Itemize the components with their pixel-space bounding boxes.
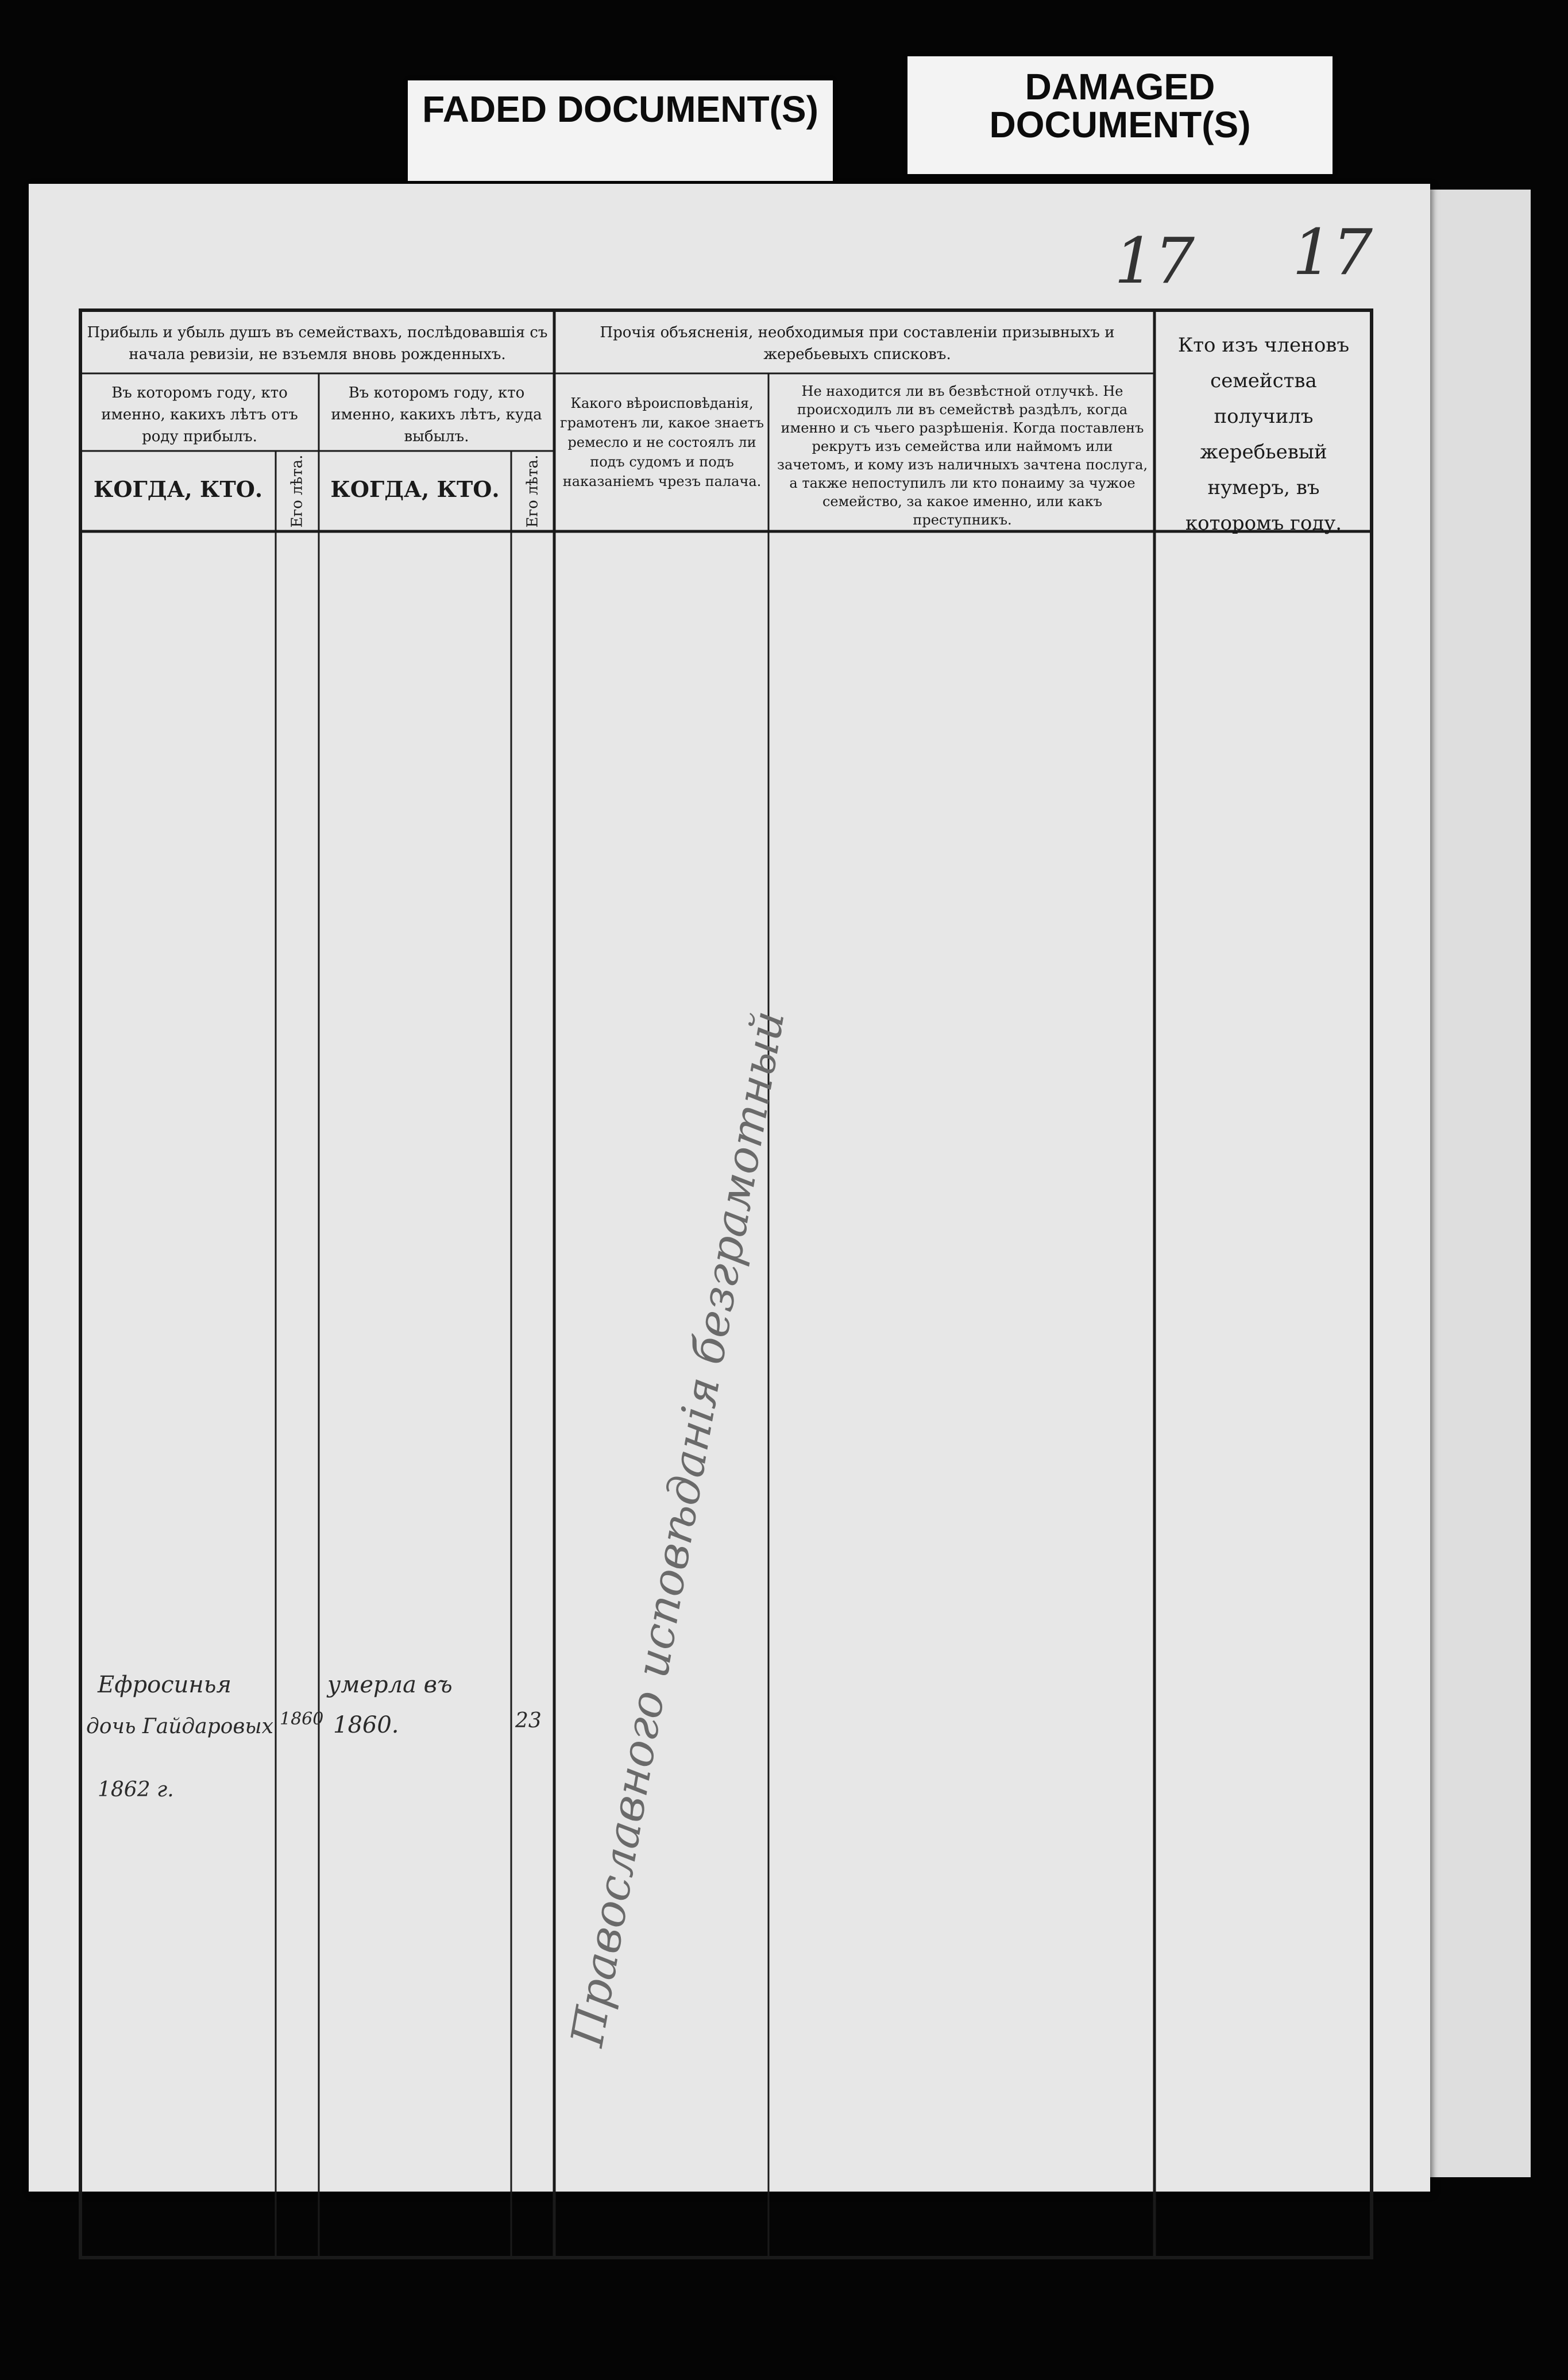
header-when-who-left: КОГДА, КТО. <box>330 476 500 502</box>
header-religion: Какого вѣроисповѣданія, грамотенъ ли, какое знаетъ ремесло и не состоялъ ли подъ судомъ и подъ наказаніемъ чрезъ палача. <box>560 395 764 489</box>
entry-arrived-age: 1860 <box>280 1709 324 1729</box>
entry-left-age: 23 <box>515 1709 542 1733</box>
header-arrived: Въ которомъ году, кто именно, какихъ лѣтъ отъ роду прибылъ. <box>101 384 298 445</box>
entry-arrived-year: 1862 г. <box>98 1778 174 1802</box>
entry-arrived-relation: дочь Гайдаровых <box>86 1715 273 1738</box>
header-absence: Не находится ли въ безвѣстной отлучкѣ. Не происходилъ ли въ семействѣ раздѣлъ, когда именно и съ чьего разрѣшенія. Когда поставленъ рекрутъ изъ семейства или наймомъ или зачетомъ, и кому изъ наличныхъ зачтена послуга, а также непоступилъ ли кто понаиму за чужое семейство, за какое именно, или какъ преступникъ. <box>777 383 1148 528</box>
entry-left-year: 1860. <box>333 1712 399 1738</box>
header-other-explanations: Прочія объясненія, необходимыя при составленіи призывныхъ и жеребьевыхъ списковъ. <box>600 324 1115 363</box>
page-number-crossed: 17 <box>1114 224 1195 298</box>
entry-religion-note: Православного исповѣданія безграмотный <box>561 1006 795 2050</box>
header-lot-number: Кто изъ членовъ семейства получилъ жеребьевый нумеръ, въ которомъ году. <box>1177 334 1350 535</box>
header-arrivals-departures: Прибыль и убыль душъ въ семействахъ, послѣдовавшія съ начала ревизіи, не взъемля вновь рожденныхъ. <box>87 324 548 363</box>
header-when-who-arrived: КОГДА, КТО. <box>93 476 263 502</box>
header-left: Въ которомъ году, кто именно, какихъ лѣтъ, куда выбылъ. <box>331 384 542 445</box>
entry-left-description: умерла въ <box>327 1672 453 1698</box>
damaged-document-label: DAMAGED DOCUMENT(S) <box>907 56 1333 174</box>
page-number: 17 <box>1292 215 1373 289</box>
faded-document-label: FADED DOCUMENT(S) <box>408 80 833 181</box>
entry-arrived-name: Ефросинья <box>98 1672 231 1698</box>
header-age-arrived: Его лѣта. <box>288 454 306 528</box>
header-age-left: Его лѣта. <box>524 454 542 528</box>
